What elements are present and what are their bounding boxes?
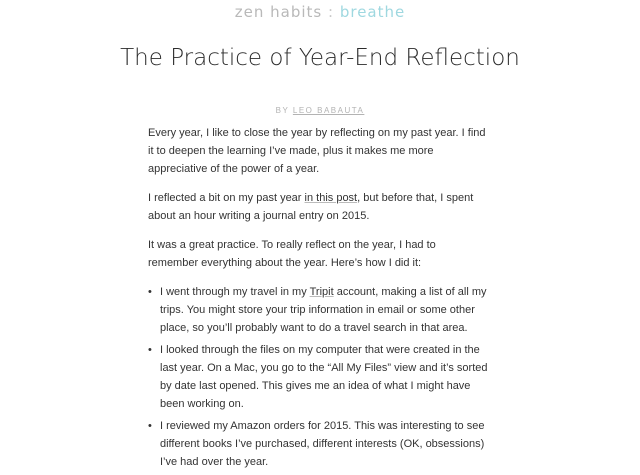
site-header	[0, 0, 640, 24]
paragraph-text: I reflected a bit on my past year	[148, 192, 305, 204]
steps-list	[148, 283, 488, 471]
post-title: The Practice of Year-End Reflection	[120, 45, 520, 71]
site-brand: zen habits	[234, 3, 323, 21]
list-item-text: I went through my travel in my	[160, 286, 310, 298]
paragraph-text: , but before that, I spent about an hour writing a journal entry on 2015.	[148, 192, 474, 222]
paragraph	[148, 189, 488, 225]
list-item	[148, 341, 488, 413]
paragraph: It was a great practice. To really reflect on the year, I had to remember everything about the year. Here’s how I did it:	[148, 239, 436, 269]
list-item-text: account, making a list of all my trips. You might store your trip information in email or some other place, so you’ll probably want to do a travel search in that area.	[160, 286, 487, 334]
in-this-post-link[interactable]: in this post	[304, 192, 358, 204]
list-item	[148, 283, 488, 337]
paragraph: Every year, I like to close the year by reflecting on my past year. I find it to deepen the learning I’ve made, plus it makes me more appreciative of the power of a year.	[148, 127, 486, 175]
list-item-text: I reviewed my Amazon orders for 2015. This was interesting to see different books I’ve purchased, different interests (OK, obsessions) I’ve had over the year.	[160, 420, 485, 468]
list-item	[148, 417, 488, 471]
byline-prefix: BY	[275, 106, 290, 115]
list-item-text: I looked through the files on my computer that were created in the last year. On a Mac, you go to the “All My Files” view and it’s sorted by date last opened. This gives me an idea of what I might have been working on.	[160, 344, 488, 410]
author-link[interactable]: LEO BABAUTA	[292, 106, 365, 115]
byline	[0, 106, 640, 115]
site-logo-link[interactable]	[235, 3, 406, 21]
bullet-icon: •	[148, 420, 152, 432]
post-content	[148, 124, 488, 475]
bullet-icon: •	[148, 344, 152, 356]
bullet-icon: •	[148, 286, 152, 298]
site-tagline: breathe	[339, 3, 406, 21]
tripit-link[interactable]: Tripit	[309, 286, 334, 298]
header-separator: :	[328, 3, 335, 21]
